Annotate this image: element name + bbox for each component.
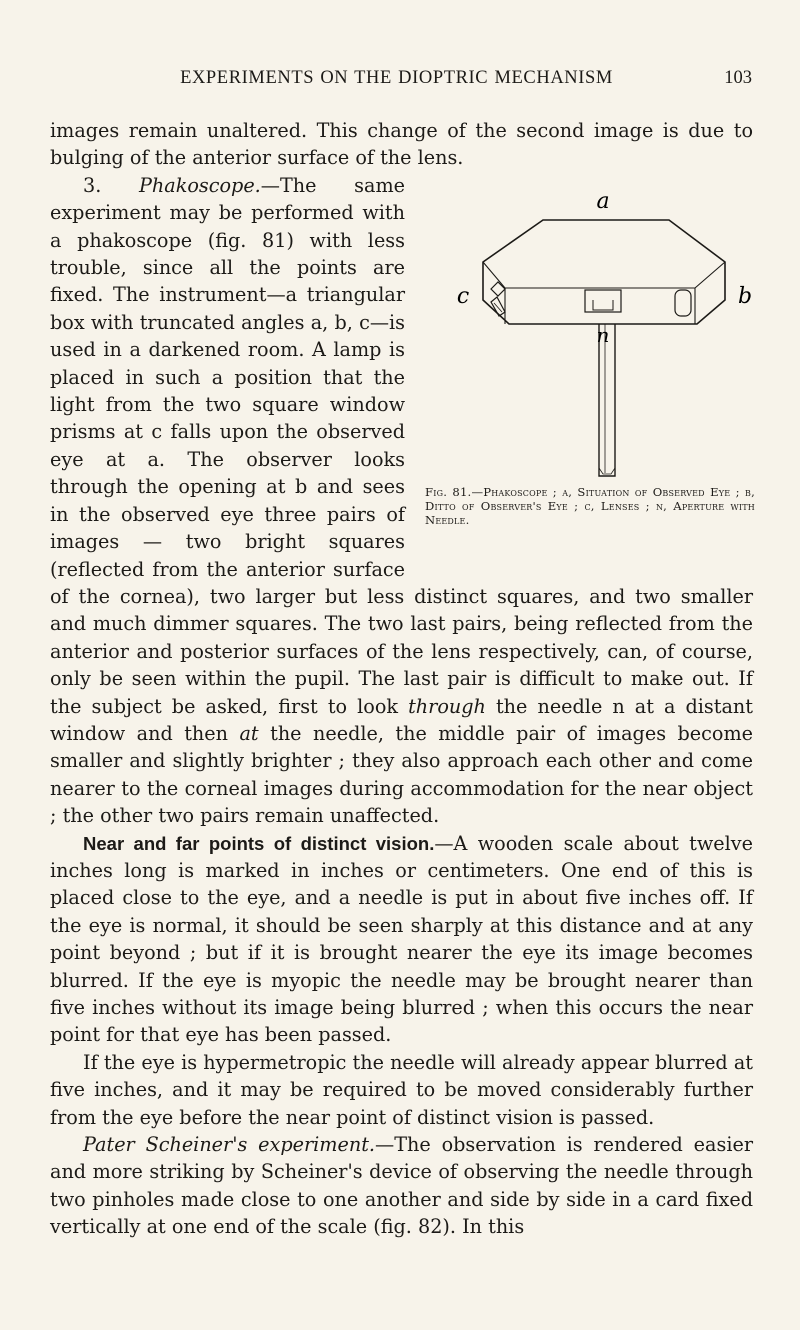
box-outline: [483, 220, 725, 324]
paragraph-near-far-points: Near and far points of distinct vision.—A wooden scale about twelve inches long is marked in inches or centimeters. One end of this is placed close to the eye, and a needle is put in about five inches off. If the eye is normal, it should be seen sharply at this distance and at any point beyond ; but if it is brought nearer the eye its image becomes blurred. If the eye is myopic the needle may be brought nearer than five inches without its image being blurred ; when this occurs the near point for that eye has been passed.: [50, 831, 753, 1047]
paragraph-continuation: [50, 117, 753, 172]
eyepiece: [675, 290, 691, 316]
running-head: EXPERIMENTS ON THE DIOPTRIC MECHANISM: [180, 68, 613, 88]
label-n: n: [596, 322, 610, 347]
label-c: c: [456, 283, 470, 309]
paragraph-hypermetropic: If the eye is hypermetropic the needle will already appear blurred at five inches, and it may be required to be moved considerably further from the eye before the near point of distinct vision is passed.: [50, 1050, 753, 1129]
scheiner-title: Pater Scheiner's experiment.: [83, 1133, 376, 1157]
paragraph-text: images remain unaltered. This change of the second image is due to bulging of the anterior surface of the lens.: [50, 119, 753, 170]
box-inner-edge: [483, 262, 725, 288]
figure-phakoscope: [425, 172, 753, 558]
phakoscope-title: Phakoscope.: [139, 173, 261, 197]
prism-upper: [491, 282, 505, 296]
prism-lower: [491, 297, 505, 316]
page-header: [52, 68, 752, 94]
label-b: b: [737, 283, 753, 309]
page-number: 103: [724, 68, 752, 88]
label-a: a: [596, 188, 610, 214]
paragraph-scheiner: Pater Scheiner's experiment.—The observation is rendered easier and more striking by Scheiner's device of observing the needle through two pinholes made close to one another and side by side in a card fixed vertically at one end of the scale (fig. 82). In this: [50, 1133, 753, 1239]
paragraph-phakoscope: 3. Phakoscope.—The same experiment may be performed with a phakoscope (fig. 81) with less trouble, since all the points are fixed. The instrument—a triangular box with truncated angles a, b, c—is used in a darkened room. A lamp is placed in such a position that the light from the two square window prisms at c falls upon the observed eye at a. The observer looks through the opening at b and sees in the observed eye three pairs of images — two bright squares (reflected from the anterior surface of the cornea), two larger but less distinct squares, and two smaller and much dimmer squares. The two last pairs, being reflected from the anterior and posterior surfaces of the lens respectively, can, of course, only be seen within the pupil. The last pair is difficult to make out. If the subject be asked, first to look through the needle n at a distant window and then at the needle, the middle pair of images become smaller and slightly brighter ; they also approach each other and come nearer to the corneal images during accommodation for the near object ; the other two pairs remain unaffected.: [50, 173, 753, 828]
needle-aperture: [585, 290, 621, 312]
phakoscope-diagram: [425, 178, 753, 488]
section-heading: Near and far points of distinct vision.: [83, 832, 435, 854]
body-text: [50, 117, 753, 1241]
figure-caption: Fig. 81.—Phakoscope ; a, Situation of Observed Eye ; b, Ditto of Observer's Eye ; c, Lenses ; n, Aperture with Needle.: [425, 484, 755, 527]
